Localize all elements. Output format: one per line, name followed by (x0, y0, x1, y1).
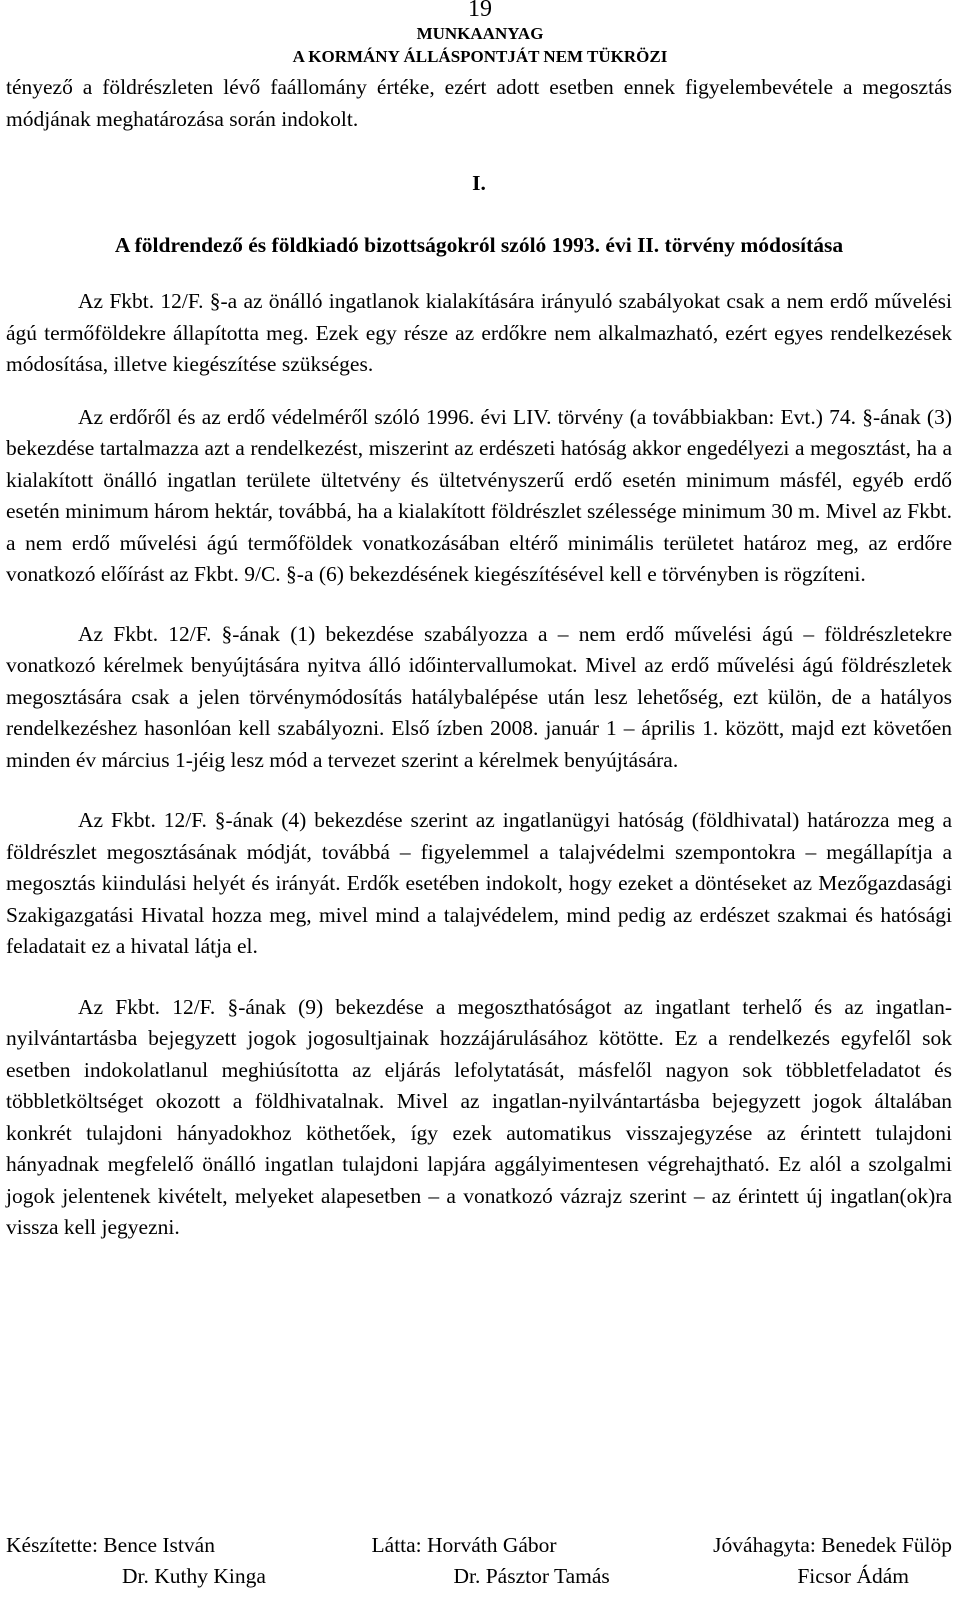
approved-by: Jóváhagyta: Benedek Fülöp (713, 1533, 952, 1557)
disclaimer-label: A KORMÁNY ÁLLÁSPONTJÁT NEM TÜKRÖZI (292, 47, 668, 66)
page-number: 19 (468, 0, 492, 22)
footer-row-1 (6, 1530, 952, 1561)
prepared-by-2: Dr. Kuthy Kinga (122, 1564, 266, 1588)
paragraph-5: Az Fkbt. 12/F. §-ának (9) bekezdése a megoszthatóságot az ingatlant terhelő és az ingatlan-nyilvántartásba bejegyzett jogok jogosultjainak hozzájárulásához kötötte. Ez a rendelkezés egyfelől sok esetben indokolatlanul meghiúsította az eljárás lefolytatását, másfelől nagyon sok többletfeladatot és többletköltséget okozott a földhivatalnak. Mivel az ingatlan-nyilvántartásba bejegyzett jogok általában konkrét tulajdoni hányadokhoz köthetőek, így ezek automatikus visszajegyzése az érintett tulajdoni hányadnak megfelelő önálló ingatlan tulajdoni lapjára aggályimentesen végrehajtható. Ez alól a szolgalmi jogok jelentenek kivételt, melyeket alapesetben – a vonatkozó vázrajz szerint – az érintett új ingatlan(ok)ra vissza kell jegyezni. (6, 994, 952, 1239)
reviewed-by-2: Dr. Pásztor Tamás (453, 1564, 610, 1588)
signature-footer (6, 1530, 952, 1592)
paragraph-4: Az Fkbt. 12/F. §-ának (4) bekezdése szerint az ingatlanügyi hatóság (földhivatal) határozza meg a földrészlet megosztásának módját, továbbá – figyelemmel a talajvédelmi szempontokra – megállapítja a megosztás kiindulási helyét és irányát. Erdők esetében indokolt, hogy ezeket a döntéseket az Mezőgazdasági Szakigazgatási Hivatal hozza meg, mivel mind a talajvédelem, mind pedig az erdészet szakmai és hatósági feladatait ez a hivatal látja el. (6, 808, 952, 958)
reviewed-by: Látta: Horváth Gábor (371, 1533, 557, 1557)
section-title: A földrendező és földkiadó bizottságokról szóló 1993. évi II. törvény módosítása (114, 232, 844, 257)
approved-by-2: Ficsor Ádám (797, 1564, 909, 1588)
draft-label: MUNKAANYAG (416, 24, 544, 43)
paragraph-2: Az erdőről és az erdő védelméről szóló 1996. évi LIV. törvény (a továbbiakban: Evt.) 74. §-ának (3) bekezdése tartalmazza azt a rendelkezést, miszerint az erdészeti hatóság akkor engedélyezi a megosztást, ha a kialakított önálló ingatlan területe ültetvény és ültetvényszerű erdő esetén minimum másfél, egyéb erdő esetén minimum három hektár, továbbá, ha a kialakított földrészlet szélessége minimum 30 m. Mivel az Fkbt. a nem erdő művelési ágú termőföldek vonatkozásában eltérő minimális területet határoz meg, az erdőre vonatkozó előírást az Fkbt. 9/C. §-a (6) bekezdésének kiegészítésével kell e törvényben is rögzíteni. (6, 404, 952, 586)
paragraph-3: Az Fkbt. 12/F. §-ának (1) bekezdése szabályozza a – nem erdő művelési ágú – földrészletekre vonatkozó kérelmek benyújtására nyitva álló időintervallumokat. Mivel az erdő művelési ágú földrészletek megosztására csak a jelen törvénymódosítás hatálybalépése után lesz lehetőség, ezt külön, de a hatályos rendelkezéshez hasonlóan kell szabályozni. Első ízben 2008. január 1 – április 1. között, majd ezt követően minden év március 1-jéig lesz mód a tervezet szerint a kérelmek benyújtására. (6, 621, 952, 772)
paragraph-1: Az Fkbt. 12/F. §-a az önálló ingatlanok kialakítására irányuló szabályokat csak a nem erdő művelési ágú termőföldekre állapította meg. Ezek egy része az erdőkre nem alkalmazható, ezért egyes rendelkezések módosítása, illetve kiegészítése szükséges. (6, 289, 952, 376)
body-text (6, 72, 952, 1244)
section-number: I. (472, 171, 486, 195)
paragraph-continuation: tényező a földrészleten lévő faállomány értéke, ezért adott esetben ennek figyelembevétele a megosztás módjának meghatározása során indokolt. (6, 75, 952, 131)
prepared-by: Készítette: Bence István (6, 1533, 215, 1557)
footer-row-2 (6, 1561, 952, 1592)
